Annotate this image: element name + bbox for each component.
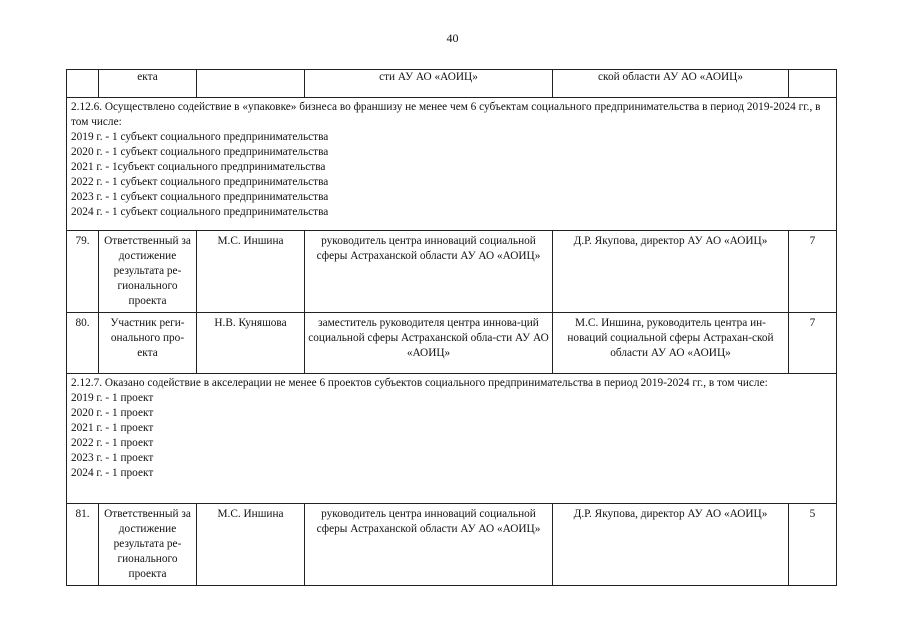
position-cell: руководитель центра инноваций социальной сферы Астраханской области АУ АО «АОИЦ» (305, 504, 553, 586)
value-cell: 7 (789, 231, 837, 313)
section-2-12-7 (67, 374, 837, 504)
header-cell-value (789, 70, 837, 98)
section-line: 2021 г. - 1субъект социального предпринимательства (71, 161, 326, 173)
supervisor-cell: Д.Р. Якупова, директор АУ АО «АОИЦ» (553, 231, 789, 313)
value-cell: 7 (789, 313, 837, 374)
section-line: 2022 г. - 1 проект (71, 437, 154, 449)
page-number: 40 (446, 31, 459, 45)
section-line: 2020 г. - 1 субъект социального предпринимательства (71, 146, 329, 158)
header-cell-position: сти АУ АО «АОИЦ» (305, 70, 553, 98)
responsibility-table (66, 69, 837, 586)
header-cell-num (67, 70, 99, 98)
position-cell: заместитель руководителя центра иннова-ций социальной сферы Астраханской обла-сти АУ АО «АОИЦ» (305, 313, 553, 374)
role-cell: Участник реги-онального про-екта (99, 313, 197, 374)
supervisor-cell: Д.Р. Якупова, директор АУ АО «АОИЦ» (553, 504, 789, 586)
section-title: 2.12.6. Осуществлено содействие в «упаковке» бизнеса во франшизу не менее чем 6 субъектам социального предпринимательства в период 2019-2024 гг., в том числе: (71, 101, 821, 128)
table-row (67, 313, 837, 374)
section-line: 2023 г. - 1 проект (71, 452, 154, 464)
section-line: 2024 г. - 1 субъект социального предпринимательства (71, 206, 329, 218)
section-line: 2022 г. - 1 субъект социального предпринимательства (71, 176, 329, 188)
position-cell: руководитель центра инноваций социальной сферы Астраханской области АУ АО «АОИЦ» (305, 231, 553, 313)
section-line: 2020 г. - 1 проект (71, 407, 154, 419)
row-number: 79. (67, 231, 99, 313)
header-cell-role: екта (99, 70, 197, 98)
section-2-12-6 (67, 98, 837, 231)
section-line: 2021 г. - 1 проект (71, 422, 154, 434)
person-cell: Н.В. Куняшова (197, 313, 305, 374)
role-cell: Ответственный за достижение результата ре-гионального проекта (99, 231, 197, 313)
section-row (67, 98, 837, 231)
supervisor-cell: М.С. Иншина, руководитель центра ин-новаций социальной сферы Астрахан-ской области АУ АО «АОИЦ» (553, 313, 789, 374)
section-line: 2019 г. - 1 субъект социального предпринимательства (71, 131, 329, 143)
section-title: 2.12.7. Оказано содействие в акселерации не менее 6 проектов субъектов социального предпринимательства в период 2019-2024 гг., в том числе: (71, 377, 768, 389)
row-number: 81. (67, 504, 99, 586)
role-cell: Ответственный за достижение результата ре-гионального проекта (99, 504, 197, 586)
value-cell: 5 (789, 504, 837, 586)
section-row (67, 374, 837, 504)
table-row (67, 504, 837, 586)
section-line: 2019 г. - 1 проект (71, 392, 154, 404)
person-cell: М.С. Иншина (197, 231, 305, 313)
header-cell-supervisor: ской области АУ АО «АОИЦ» (553, 70, 789, 98)
table-header-row (67, 70, 837, 98)
row-number: 80. (67, 313, 99, 374)
table-row (67, 231, 837, 313)
person-cell: М.С. Иншина (197, 504, 305, 586)
section-line: 2024 г. - 1 проект (71, 467, 154, 479)
section-line: 2023 г. - 1 субъект социального предпринимательства (71, 191, 329, 203)
header-cell-person (197, 70, 305, 98)
